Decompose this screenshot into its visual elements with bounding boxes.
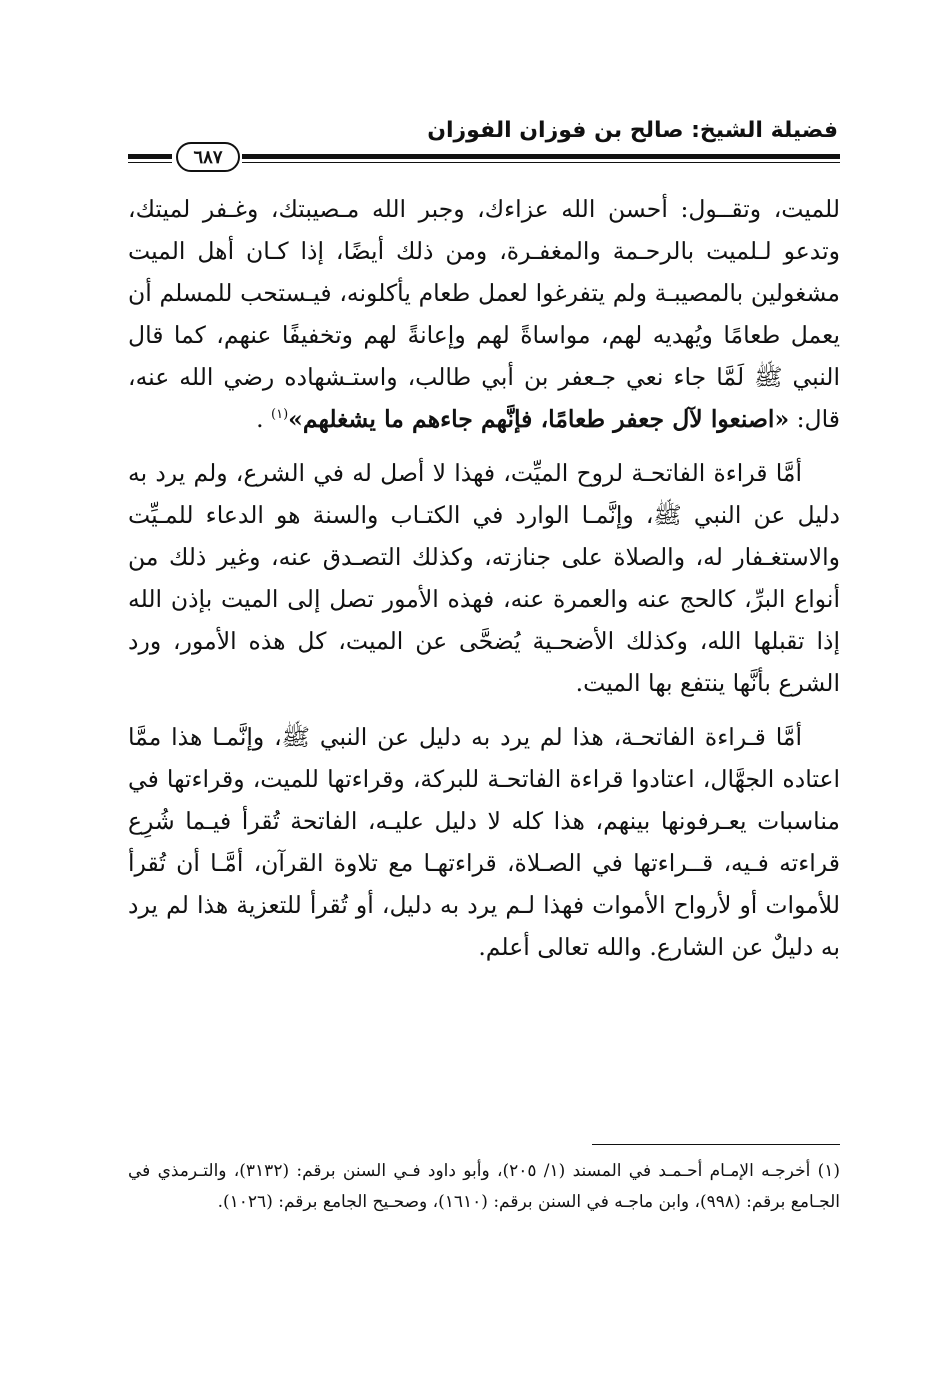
paragraph-1-text: للميت، وتقــول: أحسن الله عزاءك، وجبر الله مـصيبتك، وغـفر لميتك، وتدعو لـلميت بالرحـمة والمغفـرة، ومن ذلك أيضًا، إذا كـان أهل الميت مشغولين بالمصيبـة ولم يتفرغوا لعمل طعام يأكلونه، فيـستحب للمسلم أن يعمل طعامًا ويُهديه لهم، مواساةً لهم وإعانةً لهم وتخفيفًا عنهم، كما قال النبي ﷺ لَمَّا جاء نعي جـعفر بن أبي طالب، واستـشهاده رضي الله عنه، قال: — [128, 195, 840, 433]
footnotes — [128, 1156, 840, 1218]
header-rule-thick — [242, 154, 840, 159]
running-title: فضيلة الشيخ: صالح بن فوزان الفوزان — [427, 118, 838, 143]
page-number: ٦٨٧ — [176, 142, 240, 172]
paragraph-3: أمَّا قـراءة الفاتحـة، هذا لم يرد به دليل عن النبي ﷺ، وإنَّمـا هذا ممَّا اعتاده الجهَّال، اعتادوا قراءة الفاتحـة للبركة، وقراءتها للميت، وقراءتها في مناسبات يعـرفونها بينهم، هذا كله لا دليل عليـه، الفاتحة تُقرأ فيـما شُرِع قراءته فـيه، قــراءتها في الصـلاة، قراءتهـا مع تلاوة القرآن، أمَّـا أن تُقرأ للأموات أو لأرواح الأموات فهذا لـم يرد به دليل، أو تُقرأ للتعزية هذا لم يرد به دليلٌ عن الشارع. والله تعالى أعلم. — [128, 723, 840, 961]
paragraph-1-end: . — [256, 405, 272, 433]
header-rule-thin — [242, 162, 840, 163]
header-rule-left-thin — [128, 162, 172, 163]
footnote-1: (١) أخرجـه الإمـام أحـمـد في المسند (١/ ٢٠٥)، وأبو داود فـي السنن برقم: (٣١٣٢)، والتـرمذي في الجـامع برقم: (٩٩٨)، وابن ماجـه في السنن برقم: (١٦١٠)، وصحـيح الجامع برقم: (١٠٢٦). — [128, 1161, 840, 1212]
header-rule-left-thick — [128, 154, 172, 159]
paragraph-1 — [128, 188, 840, 440]
page-header — [128, 116, 840, 176]
footnote-divider — [592, 1144, 840, 1145]
paragraph-2: أمَّا قراءة الفاتحـة لروح الميِّت، فهذا لا أصل له في الشرع، ولم يرد به دليل عن النبي ﷺ، وإنَّمـا الوارد في الكتـاب والسنة هو الدعاء للمـيِّت والاستغـفار له، والصلاة على جنازته، وكذلك التصـدق عنه، وغير ذلك من أنواع البرِّ، كالحج عنه والعمرة عنه، فهذه الأمور تصل إلى الميت بإذن الله إذا تقبلها الله، وكذلك الأضحـية يُضحَّى عن الميت، كل هذه الأمور، ورد الشرع بأنَّها ينتفع بها الميت. — [128, 459, 840, 697]
footnote-ref: (١) — [271, 407, 289, 423]
main-text — [128, 188, 840, 968]
hadith-quote: «اصنعوا لآل جعفر طعامًا، فإنَّهم جاءهم ما يشغلهم» — [288, 405, 790, 433]
